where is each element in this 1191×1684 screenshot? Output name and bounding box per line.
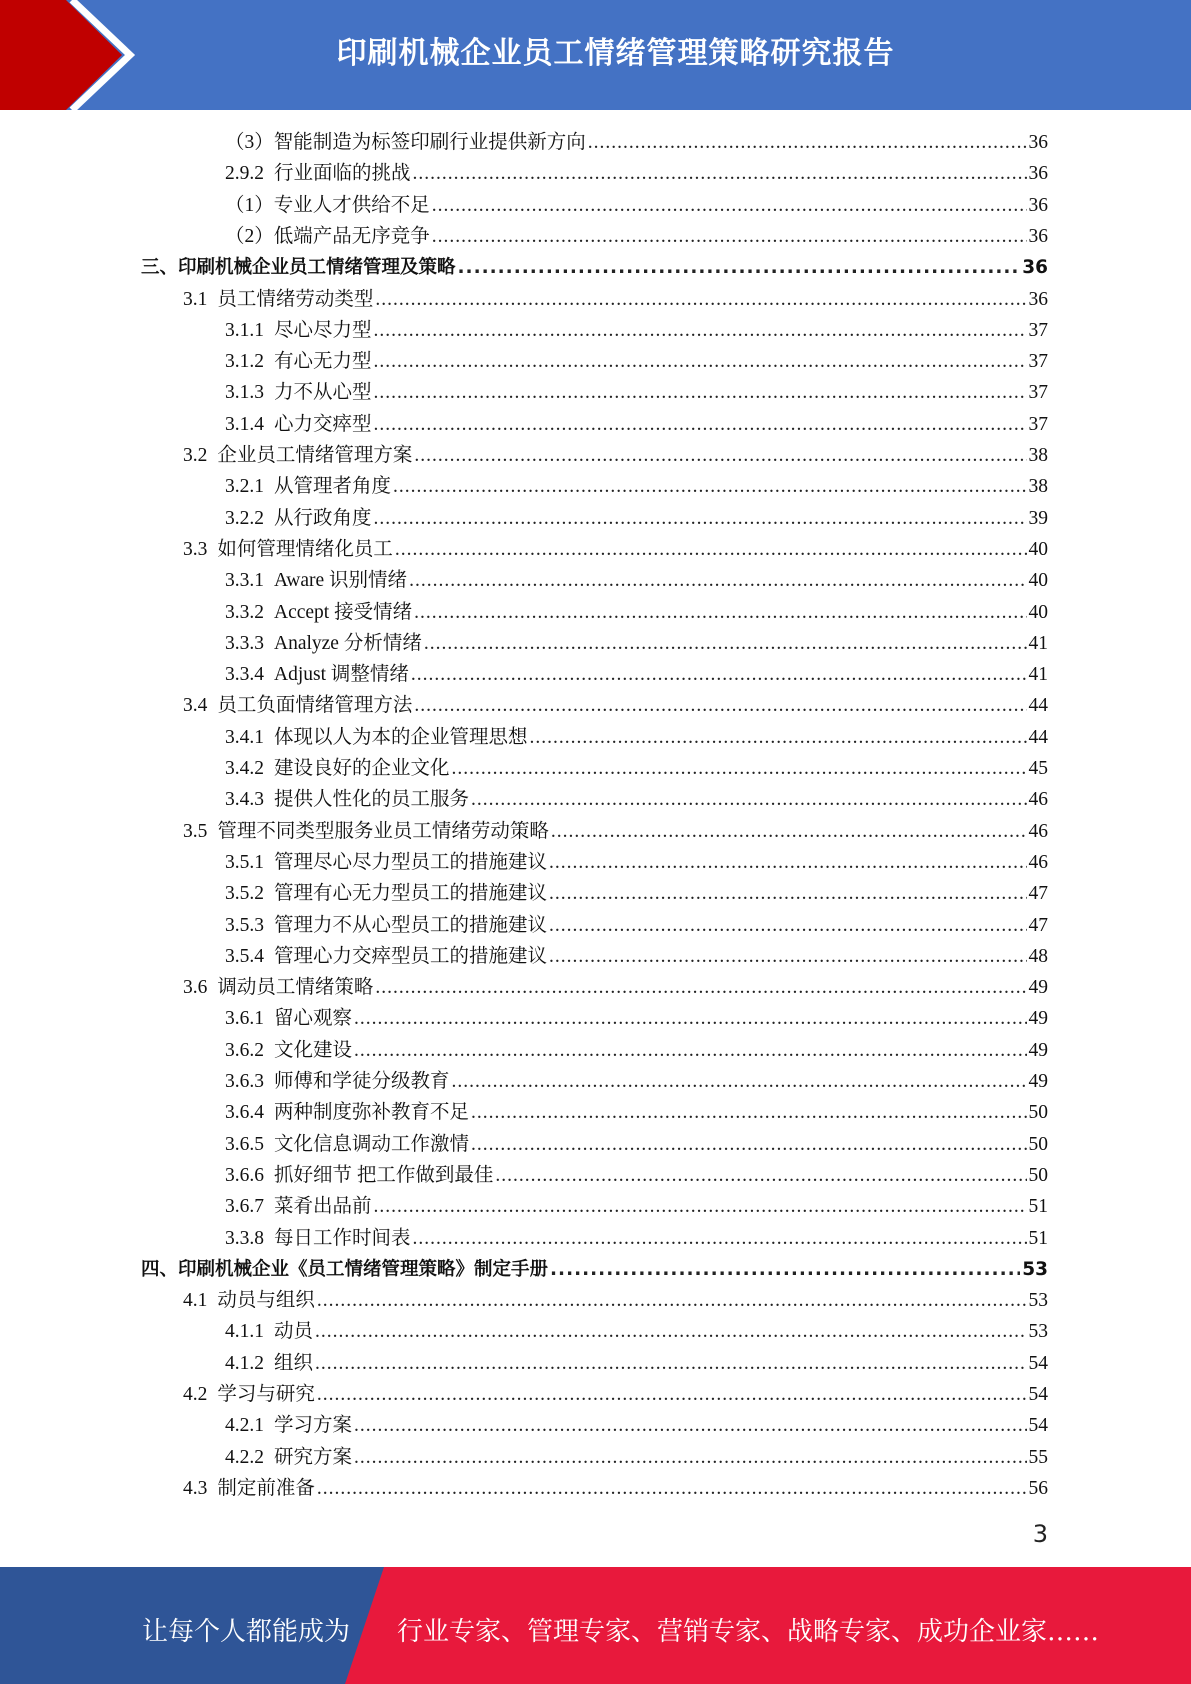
toc-entry-page: 37 — [1028, 382, 1048, 404]
toc-entry-page: 38 — [1028, 445, 1048, 466]
toc-entry-number: 3.4.3 — [225, 789, 264, 811]
toc-entry[interactable] — [225, 471, 1048, 502]
toc-entry-page: 49 — [1028, 1008, 1048, 1030]
toc-entry[interactable] — [225, 158, 1048, 189]
toc-entry-page: 36 — [1022, 257, 1048, 279]
toc-dot-leader — [374, 1191, 1027, 1222]
toc-entry-page: 36 — [1028, 225, 1048, 247]
toc-dot-leader — [452, 753, 1027, 784]
toc-entry-page: 36 — [1028, 288, 1048, 310]
toc-dot-leader — [354, 1442, 1026, 1473]
toc-dot-leader — [414, 597, 1026, 628]
toc-entry-page: 49 — [1028, 977, 1048, 999]
toc-entry[interactable] — [225, 722, 1048, 753]
toc-entry-number: 3.5 — [183, 820, 208, 842]
toc-entry-page: 46 — [1028, 820, 1048, 842]
toc-entry-number: 3.1.4 — [225, 413, 264, 435]
toc-entry-number: 3.5.2 — [225, 883, 264, 905]
toc-entry-page: 41 — [1028, 664, 1048, 686]
toc-dot-leader — [549, 941, 1026, 972]
toc-entry[interactable] — [183, 972, 1048, 1003]
toc-entry-page: 51 — [1028, 1196, 1048, 1218]
page-footer — [0, 1567, 1191, 1684]
toc-entry[interactable] — [141, 252, 1048, 283]
toc-dot-leader — [354, 1035, 1026, 1066]
toc-entry[interactable] — [225, 659, 1048, 690]
toc-entry-title: Aware 识别情绪 — [274, 570, 408, 592]
toc-entry-page: 37 — [1028, 413, 1048, 435]
toc-entry-number: 3.1.1 — [225, 319, 264, 341]
toc-entry[interactable] — [141, 1254, 1048, 1285]
toc-entry[interactable] — [225, 190, 1048, 221]
footer-slogan-right: 行业专家、管理专家、营销专家、战略专家、成功企业家…… — [397, 1617, 1100, 1647]
toc-entry-number: 3.3.2 — [225, 601, 264, 623]
toc-entry-page: 45 — [1028, 758, 1048, 779]
toc-dot-leader — [495, 1160, 1026, 1191]
toc-entry-title: Analyze 分析情绪 — [274, 632, 422, 654]
toc-dot-leader — [549, 910, 1026, 941]
toc-entry[interactable] — [225, 1160, 1048, 1191]
toc-entry-page: 37 — [1028, 319, 1048, 341]
toc-entry-title: 管理有心无力型员工的措施建议 — [274, 883, 548, 905]
toc-dot-leader — [374, 503, 1027, 534]
toc-dot-leader — [471, 784, 1026, 815]
toc-entry[interactable] — [225, 503, 1048, 534]
toc-entry[interactable] — [225, 753, 1048, 784]
header-title: 印刷机械企业员工情绪管理策略研究报告 — [336, 36, 895, 71]
toc-entry-title: 学习方案 — [274, 1415, 353, 1437]
toc-entry[interactable] — [225, 1129, 1048, 1160]
toc-entry-number: 2.9.2 — [225, 163, 264, 185]
toc-entry[interactable] — [225, 1410, 1048, 1441]
toc-dot-leader — [393, 471, 1026, 502]
toc-entry-number: 3.3.3 — [225, 632, 264, 654]
toc-dot-leader — [374, 346, 1027, 377]
toc-entry-title: 行业面临的挑战 — [274, 163, 411, 185]
toc-entry-page: 46 — [1028, 789, 1048, 811]
toc-dot-leader — [317, 1285, 1027, 1316]
toc-entry-page: 44 — [1028, 726, 1048, 748]
toc-entry-number: 4.2.1 — [225, 1415, 264, 1437]
footer-slogan-left: 让每个人都能成为 — [142, 1617, 351, 1647]
toc-entry[interactable] — [225, 847, 1048, 878]
toc-entry-number: 4.1 — [183, 1290, 208, 1312]
toc-entry-number: 4.1.2 — [225, 1352, 264, 1374]
toc-entry-number: 4.2 — [183, 1384, 208, 1405]
toc-entry[interactable] — [225, 1191, 1048, 1222]
toc-entry-page: 50 — [1028, 1164, 1048, 1186]
toc-entry-title: 有心无力型 — [274, 351, 372, 373]
toc-entry-title: 留心观察 — [274, 1008, 353, 1030]
toc-entry-page: 50 — [1028, 1133, 1048, 1155]
toc-entry[interactable] — [225, 346, 1048, 377]
toc-dot-leader — [458, 252, 1021, 283]
toc-entry[interactable] — [225, 597, 1048, 628]
toc-entry[interactable] — [225, 1223, 1048, 1254]
page-number: 3 — [1032, 1520, 1048, 1548]
toc-dot-leader — [550, 1254, 1020, 1285]
toc-entry-title: 员工负面情绪管理方法 — [217, 695, 413, 717]
toc-entry-title: 两种制度弥补教育不足 — [274, 1102, 470, 1124]
toc-entry-title: 四、印刷机械企业《员工情绪管理策略》制定手册 — [141, 1258, 549, 1280]
toc-entry[interactable] — [225, 1035, 1048, 1066]
toc-entry-title: 从行政角度 — [274, 507, 372, 529]
toc-dot-leader — [315, 1316, 1026, 1347]
toc-entry-page: 36 — [1028, 163, 1048, 185]
toc-entry-title: 体现以人为本的企业管理思想 — [274, 726, 528, 748]
toc-entry[interactable] — [225, 941, 1048, 972]
toc-entry-page: 49 — [1028, 1071, 1048, 1092]
toc-entry-title: 力不从心型 — [274, 382, 372, 404]
toc-entry-title: （2）低端产品无序竞争 — [225, 225, 430, 247]
toc-entry[interactable] — [225, 127, 1048, 158]
toc-entry-number: 3.2 — [183, 445, 208, 466]
toc-dot-leader — [551, 816, 1027, 847]
toc-entry-title: 建设良好的企业文化 — [274, 758, 450, 779]
toc-entry-number: 3.3 — [183, 538, 208, 560]
toc-entry-number: 3.4 — [183, 695, 208, 717]
toc-dot-leader — [424, 628, 1027, 659]
toc-entry-number: 3.1.3 — [225, 382, 264, 404]
toc-entry[interactable] — [225, 565, 1048, 596]
toc-dot-leader — [354, 1410, 1026, 1441]
toc-dot-leader — [375, 284, 1026, 315]
toc-entry-title: 三、印刷机械企业员工情绪管理及策略 — [141, 257, 456, 279]
toc-entry-page: 56 — [1028, 1477, 1048, 1499]
toc-entry[interactable] — [225, 221, 1048, 252]
toc-dot-leader — [530, 722, 1027, 753]
toc-dot-leader — [413, 158, 1027, 189]
toc-entry-number: 3.2.2 — [225, 507, 264, 529]
toc-entry-title: 员工情绪劳动类型 — [217, 288, 374, 310]
toc-dot-leader — [395, 534, 1027, 565]
toc-entry[interactable] — [225, 1066, 1048, 1097]
toc-entry[interactable] — [183, 534, 1048, 565]
toc-entry-title: 动员与组织 — [217, 1290, 315, 1312]
toc-entry-page: 54 — [1028, 1352, 1048, 1374]
toc-dot-leader — [471, 1097, 1026, 1128]
toc-dot-leader — [549, 878, 1026, 909]
toc-entry-title: 提供人性化的员工服务 — [274, 789, 470, 811]
toc-entry-number: 3.6.6 — [225, 1164, 264, 1186]
toc-entry-title: 如何管理情绪化员工 — [217, 538, 393, 560]
toc-entry-title: 菜肴出品前 — [274, 1196, 372, 1218]
toc-entry-title: 动员 — [274, 1321, 314, 1343]
toc-entry[interactable] — [183, 284, 1048, 315]
toc-entry[interactable] — [183, 1285, 1048, 1316]
toc-entry[interactable] — [225, 315, 1048, 346]
toc-entry[interactable] — [183, 690, 1048, 721]
toc-dot-leader — [414, 440, 1026, 471]
toc-entry-number: 3.4.2 — [225, 758, 264, 779]
toc-entry-page: 50 — [1028, 1102, 1048, 1124]
toc-entry-number: 3.6.3 — [225, 1071, 264, 1092]
toc-entry-number: 3.1 — [183, 288, 208, 310]
toc-entry-number: 3.5.4 — [225, 945, 264, 967]
toc-entry-title: 调动员工情绪策略 — [217, 977, 374, 999]
toc-entry-page: 41 — [1028, 632, 1048, 654]
toc-entry[interactable] — [225, 628, 1048, 659]
toc-entry[interactable] — [225, 409, 1048, 440]
toc-entry-number: 4.2.2 — [225, 1446, 264, 1468]
toc-entry-page: 38 — [1028, 476, 1048, 498]
toc-dot-leader — [471, 1129, 1026, 1160]
toc-entry-title: 文化信息调动工作激情 — [274, 1133, 470, 1155]
toc-dot-leader — [413, 1223, 1027, 1254]
toc-dot-leader — [375, 972, 1026, 1003]
toc-entry-number: 4.3 — [183, 1477, 208, 1499]
toc-entry-title: 管理尽心尽力型员工的措施建议 — [274, 851, 548, 873]
toc-entry-title: 制定前准备 — [217, 1477, 315, 1499]
toc-entry[interactable] — [225, 1442, 1048, 1473]
toc-entry-title: 每日工作时间表 — [274, 1227, 411, 1249]
toc-entry-page: 49 — [1028, 1039, 1048, 1061]
toc-entry-number: 3.6.7 — [225, 1196, 264, 1218]
toc-entry[interactable] — [225, 377, 1048, 408]
toc-dot-leader — [374, 377, 1027, 408]
toc-entry-page: 37 — [1028, 351, 1048, 373]
toc-entry-number: 3.6.4 — [225, 1102, 264, 1124]
toc-entry-title: 从管理者角度 — [274, 476, 392, 498]
toc-dot-leader — [315, 1348, 1026, 1379]
toc-entry[interactable] — [225, 910, 1048, 941]
toc-dot-leader — [374, 409, 1027, 440]
toc-entry-page: 36 — [1028, 194, 1048, 216]
toc-entry-page: 55 — [1028, 1446, 1048, 1468]
toc-dot-leader — [409, 565, 1026, 596]
toc-entry-page: 54 — [1028, 1415, 1048, 1437]
toc-entry-title: Accept 接受情绪 — [274, 601, 413, 623]
toc-entry-number: 3.6.5 — [225, 1133, 264, 1155]
toc-dot-leader — [354, 1003, 1026, 1034]
toc-entry-number: 3.6 — [183, 977, 208, 999]
toc-entry-number: 3.1.2 — [225, 351, 264, 373]
toc-dot-leader — [588, 127, 1027, 158]
toc-entry[interactable] — [225, 878, 1048, 909]
toc-entry-title: （1）专业人才供给不足 — [225, 194, 430, 216]
toc-entry-page: 46 — [1028, 851, 1048, 873]
toc-entry[interactable] — [183, 816, 1048, 847]
toc-entry-page: 40 — [1028, 538, 1048, 560]
toc-entry[interactable] — [225, 1097, 1048, 1128]
toc-entry-page: 51 — [1028, 1227, 1048, 1249]
toc-entry-number: 3.5.3 — [225, 914, 264, 936]
toc-dot-leader — [411, 659, 1027, 690]
toc-entry-title: 组织 — [274, 1352, 314, 1374]
toc-entry-title: 管理心力交瘁型员工的措施建议 — [274, 945, 548, 967]
toc-entry-page: 40 — [1028, 601, 1048, 623]
toc-entry-page: 48 — [1028, 945, 1048, 967]
toc-entry-title: 抓好细节 把工作做到最佳 — [274, 1164, 494, 1186]
toc-entry-page: 39 — [1028, 507, 1048, 529]
toc-entry-number: 3.6.1 — [225, 1008, 264, 1030]
toc-entry-title: 尽心尽力型 — [274, 319, 372, 341]
toc-dot-leader — [432, 190, 1027, 221]
toc-entry[interactable] — [183, 1473, 1048, 1504]
toc-entry[interactable] — [225, 1316, 1048, 1347]
toc-entry-title: 心力交瘁型 — [274, 413, 372, 435]
toc-entry-number: 3.6.2 — [225, 1039, 264, 1061]
toc-entry-page: 54 — [1028, 1384, 1048, 1405]
toc-entry[interactable] — [225, 784, 1048, 815]
toc-entry-number: 4.1.1 — [225, 1321, 264, 1343]
toc-entry-number: 3.3.8 — [225, 1227, 264, 1249]
toc-dot-leader — [317, 1473, 1027, 1504]
toc-entry[interactable] — [225, 1348, 1048, 1379]
toc-entry-title: 师傅和学徒分级教育 — [274, 1071, 450, 1092]
toc-entry-title: 文化建设 — [274, 1039, 353, 1061]
toc-entry[interactable] — [183, 1379, 1048, 1410]
toc-entry-page: 53 — [1028, 1290, 1048, 1312]
toc-dot-leader — [549, 847, 1026, 878]
toc-entry-title: 研究方案 — [274, 1446, 353, 1468]
toc-entry-title: 管理力不从心型员工的措施建议 — [274, 914, 548, 936]
toc-entry-page: 36 — [1028, 132, 1048, 153]
toc-entry-page: 44 — [1028, 695, 1048, 717]
page-header — [0, 0, 1191, 110]
toc-entry[interactable] — [225, 1003, 1048, 1034]
toc-entry-number: 3.2.1 — [225, 476, 264, 498]
toc-entry[interactable] — [183, 440, 1048, 471]
toc-entry-title: Adjust 调整情绪 — [274, 664, 409, 686]
toc-entry-page: 47 — [1028, 914, 1048, 936]
toc-dot-leader — [432, 221, 1027, 252]
toc-dot-leader — [414, 690, 1026, 721]
toc-entry-page: 53 — [1028, 1321, 1048, 1343]
toc-entry-number: 3.3.1 — [225, 570, 264, 592]
toc-entry-page: 47 — [1028, 883, 1048, 905]
toc-entry-page: 53 — [1022, 1258, 1048, 1280]
toc-entry-title: 管理不同类型服务业员工情绪劳动策略 — [217, 820, 549, 842]
toc-dot-leader — [452, 1066, 1027, 1097]
toc-entry-number: 3.5.1 — [225, 851, 264, 873]
toc-entry-title: 企业员工情绪管理方案 — [217, 445, 413, 466]
toc-entry-number: 3.4.1 — [225, 726, 264, 748]
toc-dot-leader — [374, 315, 1027, 346]
toc-entry-title: 学习与研究 — [217, 1384, 315, 1405]
toc-dot-leader — [317, 1379, 1027, 1410]
toc-entry-title: （3）智能制造为标签印刷行业提供新方向 — [225, 132, 586, 153]
toc-entry-page: 40 — [1028, 570, 1048, 592]
toc-entry-number: 3.3.4 — [225, 664, 264, 686]
